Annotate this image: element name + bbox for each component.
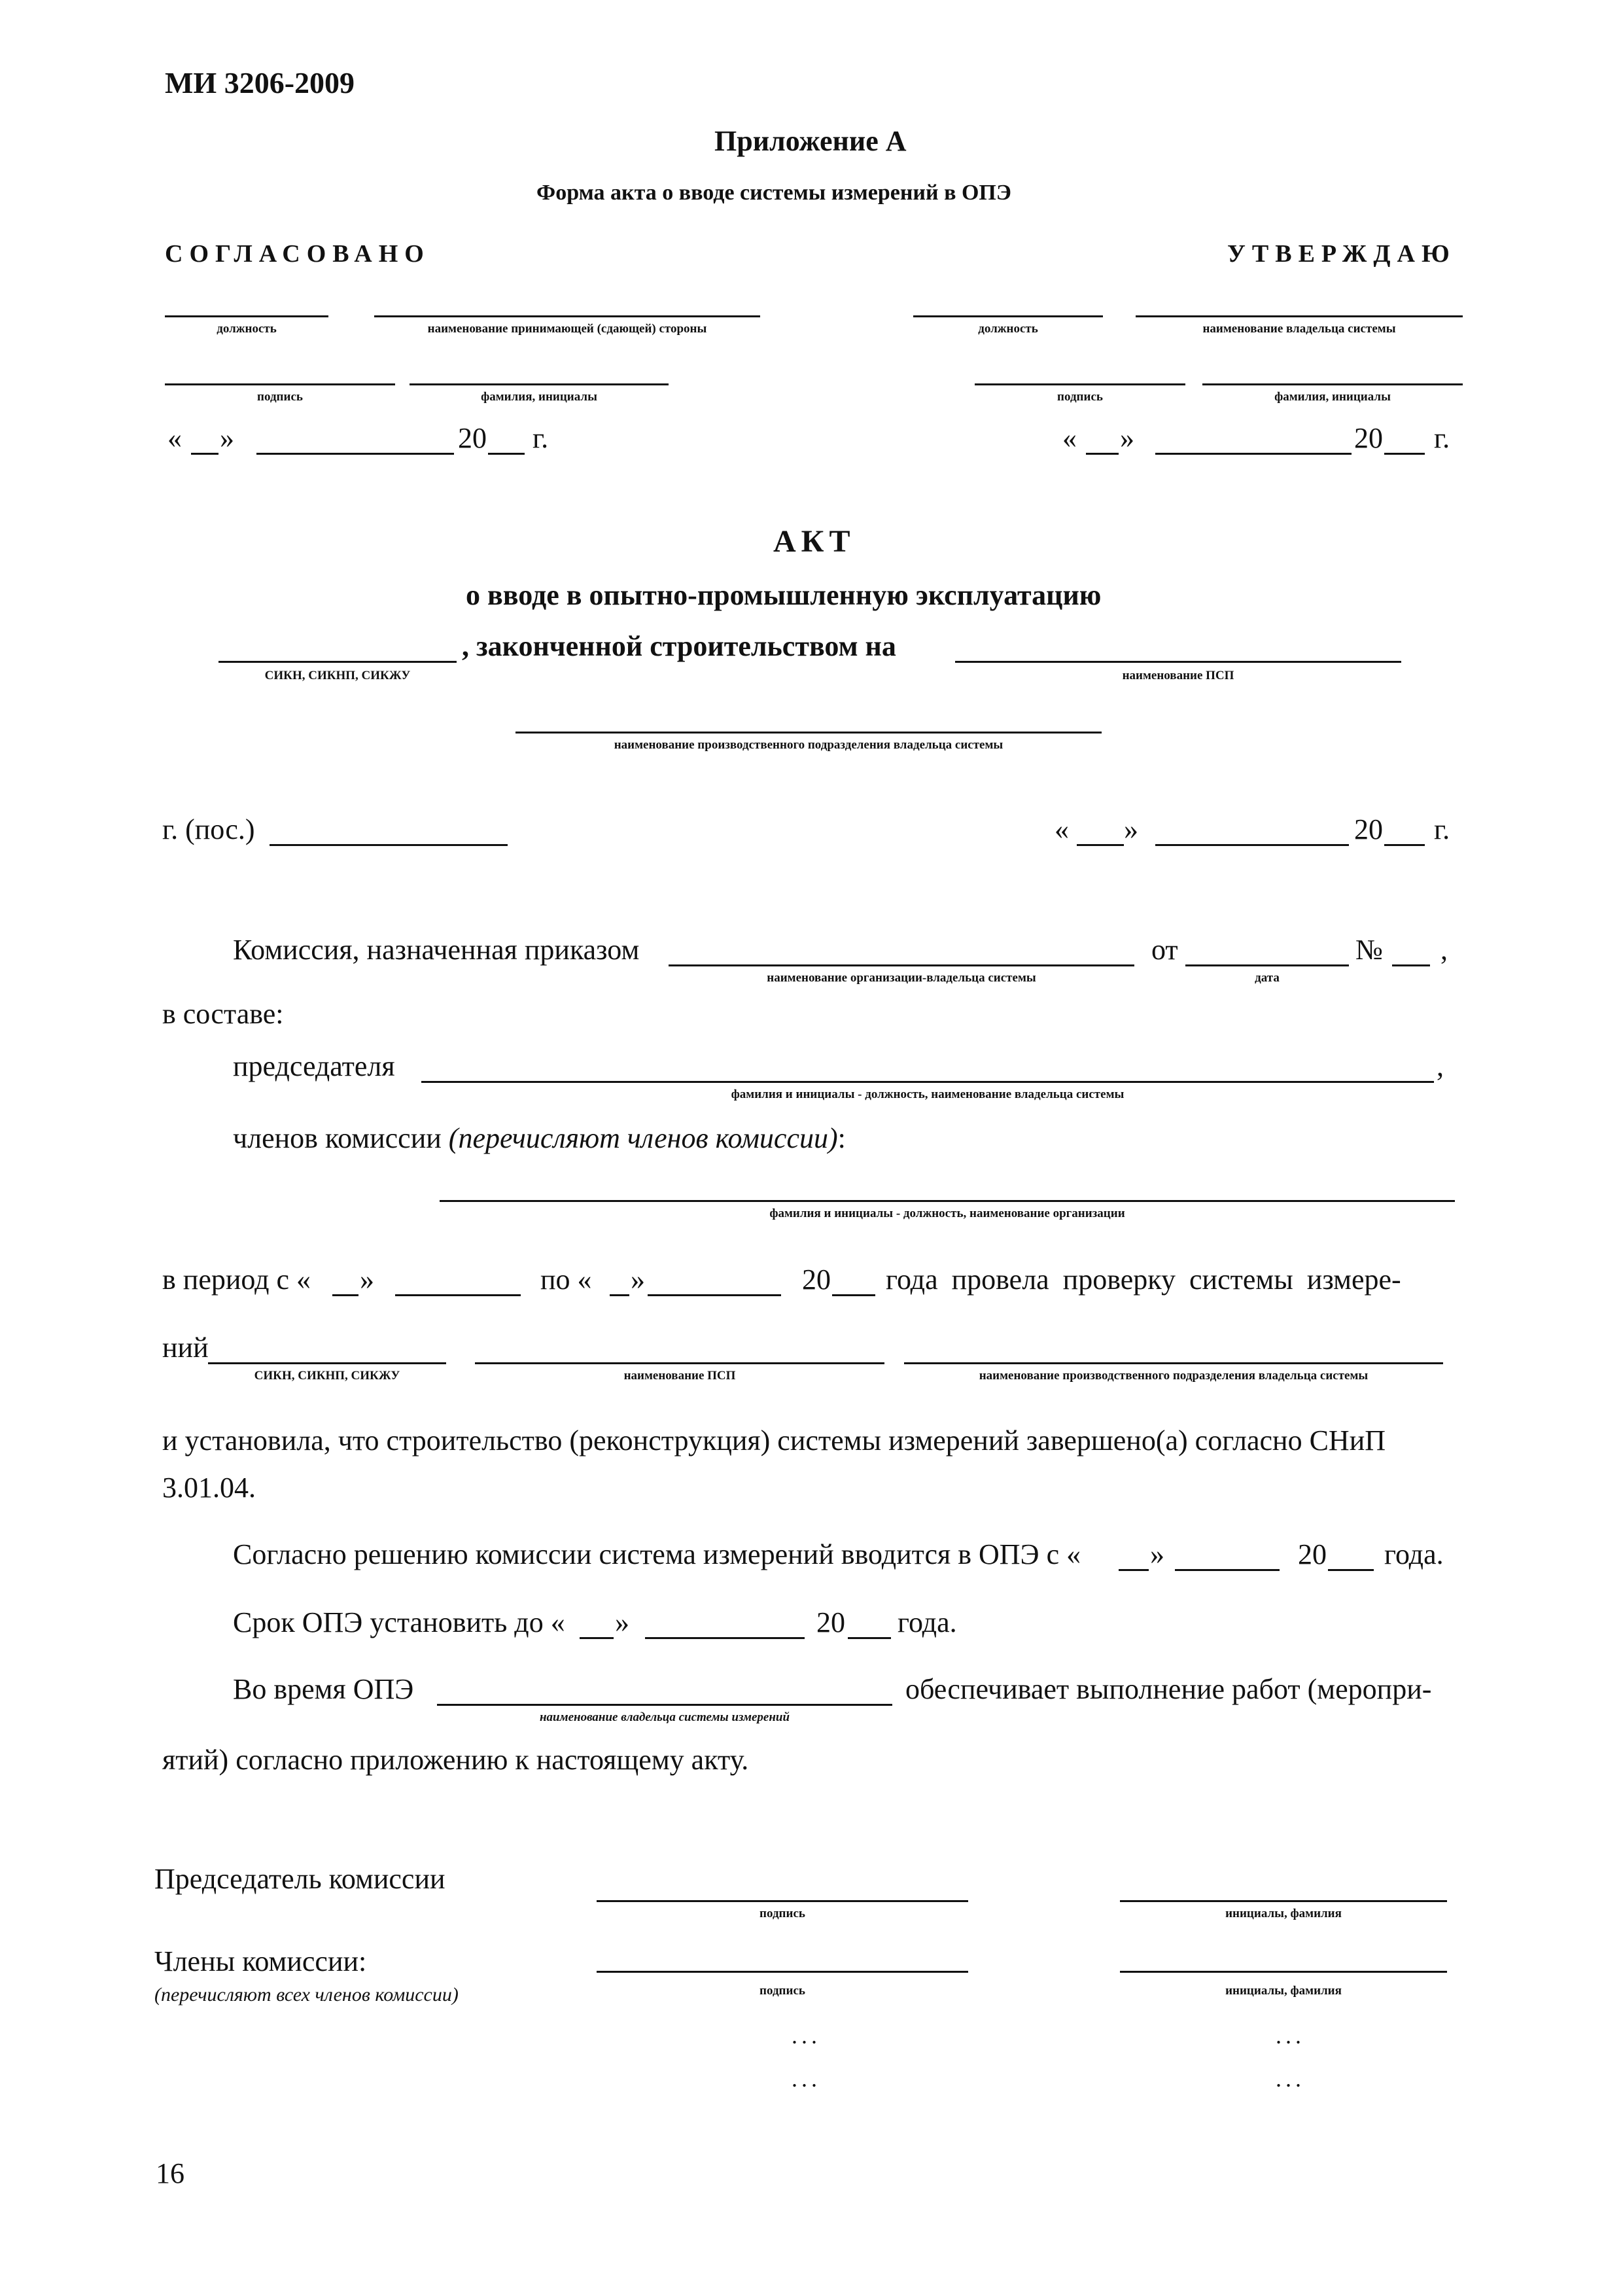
- members-note: (перечисляют членов комиссии): [448, 1122, 838, 1154]
- date-open-right: «: [1062, 422, 1077, 454]
- term-year-prefix: 20: [816, 1606, 845, 1638]
- term-close: »: [615, 1606, 629, 1638]
- chairman-comma: ,: [1437, 1050, 1444, 1082]
- act-date-close: »: [1124, 813, 1138, 845]
- division-line[interactable]: [515, 732, 1102, 733]
- act-year-suffix: г.: [1434, 813, 1450, 845]
- caption-signature: подпись: [257, 390, 303, 404]
- period-year-line[interactable]: [832, 1294, 875, 1296]
- period-from-day-line[interactable]: [332, 1294, 358, 1296]
- city-label: г. (пос.): [162, 813, 255, 845]
- act-subtitle: о вводе в опытно-промышленную эксплуатацию: [466, 579, 1102, 611]
- chairman-initials-line[interactable]: [1120, 1900, 1447, 1902]
- caption-date: дата: [1255, 971, 1280, 985]
- date-open-left: «: [167, 422, 182, 454]
- decision-close: »: [1150, 1538, 1164, 1570]
- psp-line[interactable]: [955, 661, 1401, 663]
- caption-signature-right: подпись: [1057, 390, 1103, 404]
- established-text: и установила, что строительство (реконструкция) системы измерений завершено(а) согласно СНиП: [162, 1424, 1386, 1457]
- caption-psp: наименование ПСП: [1122, 669, 1234, 682]
- ellipsis-signature-1: ...: [792, 2022, 821, 2049]
- decision-month-line[interactable]: [1175, 1569, 1280, 1571]
- ensures-text-2: ятий) согласно приложению к настоящему акту.: [162, 1744, 749, 1776]
- members-text: [233, 1122, 846, 1155]
- act-title: АКТ: [773, 524, 856, 559]
- caption-measure-psp: наименование ПСП: [623, 1369, 736, 1383]
- decision-text: Согласно решению комиссии система измерений вводится в ОПЭ с «: [233, 1538, 1081, 1570]
- measurements-text: ний: [162, 1332, 209, 1364]
- period-to-day-line[interactable]: [610, 1294, 629, 1296]
- chairman-line[interactable]: [421, 1081, 1434, 1083]
- caption-owner: наименование владельца системы: [1202, 322, 1396, 336]
- caption-measure-division: наименование производственного подразделения владельца системы: [979, 1369, 1369, 1383]
- caption-party: наименование принимающей (сдающей) стороны: [427, 322, 707, 336]
- caption-members-initials: инициалы, фамилия: [1225, 1984, 1342, 1998]
- year-line-right[interactable]: [1384, 453, 1425, 455]
- decision-year-prefix: 20: [1298, 1538, 1327, 1570]
- caption-org-owner: наименование организации-владельца системы: [767, 971, 1036, 985]
- ellipsis-initials-2: ...: [1276, 2066, 1305, 2092]
- caption-system-type: СИКН, СИКНП, СИКЖУ: [264, 669, 411, 682]
- date-close-right: »: [1120, 422, 1134, 454]
- chairman-signature-line[interactable]: [597, 1900, 968, 1902]
- approve-owner-line[interactable]: [1136, 315, 1463, 317]
- year-prefix-right: 20: [1354, 422, 1383, 454]
- caption-position-right: должность: [978, 322, 1038, 336]
- decision-god: года.: [1384, 1538, 1444, 1570]
- period-to-month-line[interactable]: [648, 1294, 781, 1296]
- chairman-signature-label: Председатель комиссии: [154, 1863, 445, 1895]
- order-number-line[interactable]: [1392, 964, 1430, 966]
- ot-text: от: [1151, 934, 1178, 966]
- caption-chair-signature: подпись: [759, 1907, 805, 1920]
- measure-psp-line[interactable]: [475, 1362, 884, 1364]
- period-from-text: в период с «: [162, 1263, 311, 1296]
- term-year-line[interactable]: [848, 1637, 891, 1639]
- caption-chair-initials: инициалы, фамилия: [1225, 1907, 1342, 1920]
- agreed-position-line[interactable]: [165, 315, 328, 317]
- month-line-left[interactable]: [256, 453, 454, 455]
- caption-measure-system: СИКН, СИКНП, СИКЖУ: [254, 1369, 400, 1383]
- agreed-name-line[interactable]: [410, 383, 669, 385]
- system-type-line[interactable]: [218, 661, 457, 663]
- members-signature-label: Члены комиссии:: [154, 1945, 367, 1977]
- caption-chairman: фамилия и инициалы - должность, наименование владельца системы: [731, 1087, 1125, 1101]
- members-initials-line[interactable]: [1120, 1971, 1447, 1973]
- chairman-text: председателя: [233, 1050, 395, 1082]
- ensures-text: обеспечивает выполнение работ (меропри-: [905, 1673, 1432, 1705]
- page-number: 16: [156, 2157, 184, 2189]
- caption-owner-measure: наименование владельца системы измерений: [539, 1710, 790, 1724]
- day-line-left[interactable]: [191, 453, 218, 455]
- caption-members: фамилия и инициалы - должность, наименование организации: [769, 1207, 1125, 1220]
- caption-members-signature: подпись: [759, 1984, 805, 1998]
- decision-day-line[interactable]: [1119, 1569, 1149, 1571]
- order-date-line[interactable]: [1185, 964, 1349, 966]
- caption-name: фамилия, инициалы: [481, 390, 597, 404]
- year-line-left[interactable]: [488, 453, 525, 455]
- caption-division: наименование производственного подразделения владельца системы: [614, 738, 1003, 752]
- composition-text: в составе:: [162, 998, 284, 1030]
- owner-measure-line[interactable]: [437, 1704, 892, 1706]
- during-text: Во время ОПЭ: [233, 1673, 414, 1705]
- period-tail-text: года провела проверку системы измере-: [886, 1263, 1401, 1296]
- period-from-close: »: [360, 1263, 374, 1296]
- members-signature-line[interactable]: [597, 1971, 968, 1973]
- approve-name-line[interactable]: [1202, 383, 1463, 385]
- approve-label: УТВЕРЖДАЮ: [1227, 240, 1456, 268]
- agreed-label: СОГЛАСОВАНО: [165, 240, 430, 268]
- appendix-title: Приложение А: [714, 125, 907, 157]
- act-month-line[interactable]: [1155, 844, 1349, 846]
- snip-text: 3.01.04.: [162, 1472, 256, 1504]
- year-suffix-left: г.: [532, 422, 549, 454]
- ellipsis-initials-1: ...: [1276, 2022, 1305, 2049]
- city-line[interactable]: [270, 844, 508, 846]
- agreed-party-line[interactable]: [374, 315, 760, 317]
- form-title: Форма акта о вводе системы измерений в ОПЭ: [536, 181, 1011, 205]
- decision-year-line[interactable]: [1328, 1569, 1374, 1571]
- ellipsis-signature-2: ...: [792, 2066, 821, 2092]
- term-month-line[interactable]: [645, 1637, 805, 1639]
- act-year-line[interactable]: [1384, 844, 1425, 846]
- term-god: года.: [898, 1606, 957, 1638]
- period-year-prefix: 20: [802, 1263, 831, 1296]
- date-close-left: »: [220, 422, 234, 454]
- day-line-right[interactable]: [1086, 453, 1119, 455]
- period-to-close: »: [631, 1263, 645, 1296]
- act-year-prefix: 20: [1354, 813, 1383, 845]
- caption-name-right: фамилия, инициалы: [1274, 390, 1391, 404]
- number-sign: №: [1355, 934, 1383, 966]
- members-colon: :: [837, 1122, 846, 1154]
- document-code: МИ 3206-2009: [165, 66, 355, 99]
- year-suffix-right: г.: [1434, 422, 1450, 454]
- completed-text: , законченной строительством на: [462, 630, 896, 662]
- order-comma: ,: [1440, 934, 1448, 966]
- act-date-open: «: [1055, 813, 1069, 845]
- period-to-text: по «: [540, 1263, 592, 1296]
- measure-division-line[interactable]: [904, 1362, 1443, 1364]
- term-day-line[interactable]: [580, 1637, 614, 1639]
- order-org-line[interactable]: [669, 964, 1134, 966]
- term-text: Срок ОПЭ установить до «: [233, 1606, 565, 1638]
- commission-text: Комиссия, назначенная приказом: [233, 934, 640, 966]
- members-lead: членов комиссии: [233, 1122, 442, 1154]
- year-prefix-left: 20: [458, 422, 487, 454]
- approve-signature-line[interactable]: [975, 383, 1185, 385]
- agreed-signature-line[interactable]: [165, 383, 395, 385]
- act-day-line[interactable]: [1077, 844, 1124, 846]
- members-line[interactable]: [440, 1200, 1455, 1202]
- approve-position-line[interactable]: [913, 315, 1103, 317]
- period-from-month-line[interactable]: [395, 1294, 521, 1296]
- month-line-right[interactable]: [1155, 453, 1352, 455]
- caption-position: должность: [217, 322, 277, 336]
- measure-system-line[interactable]: [208, 1362, 446, 1364]
- members-signature-note: (перечисляют всех членов комиссии): [154, 1984, 459, 2005]
